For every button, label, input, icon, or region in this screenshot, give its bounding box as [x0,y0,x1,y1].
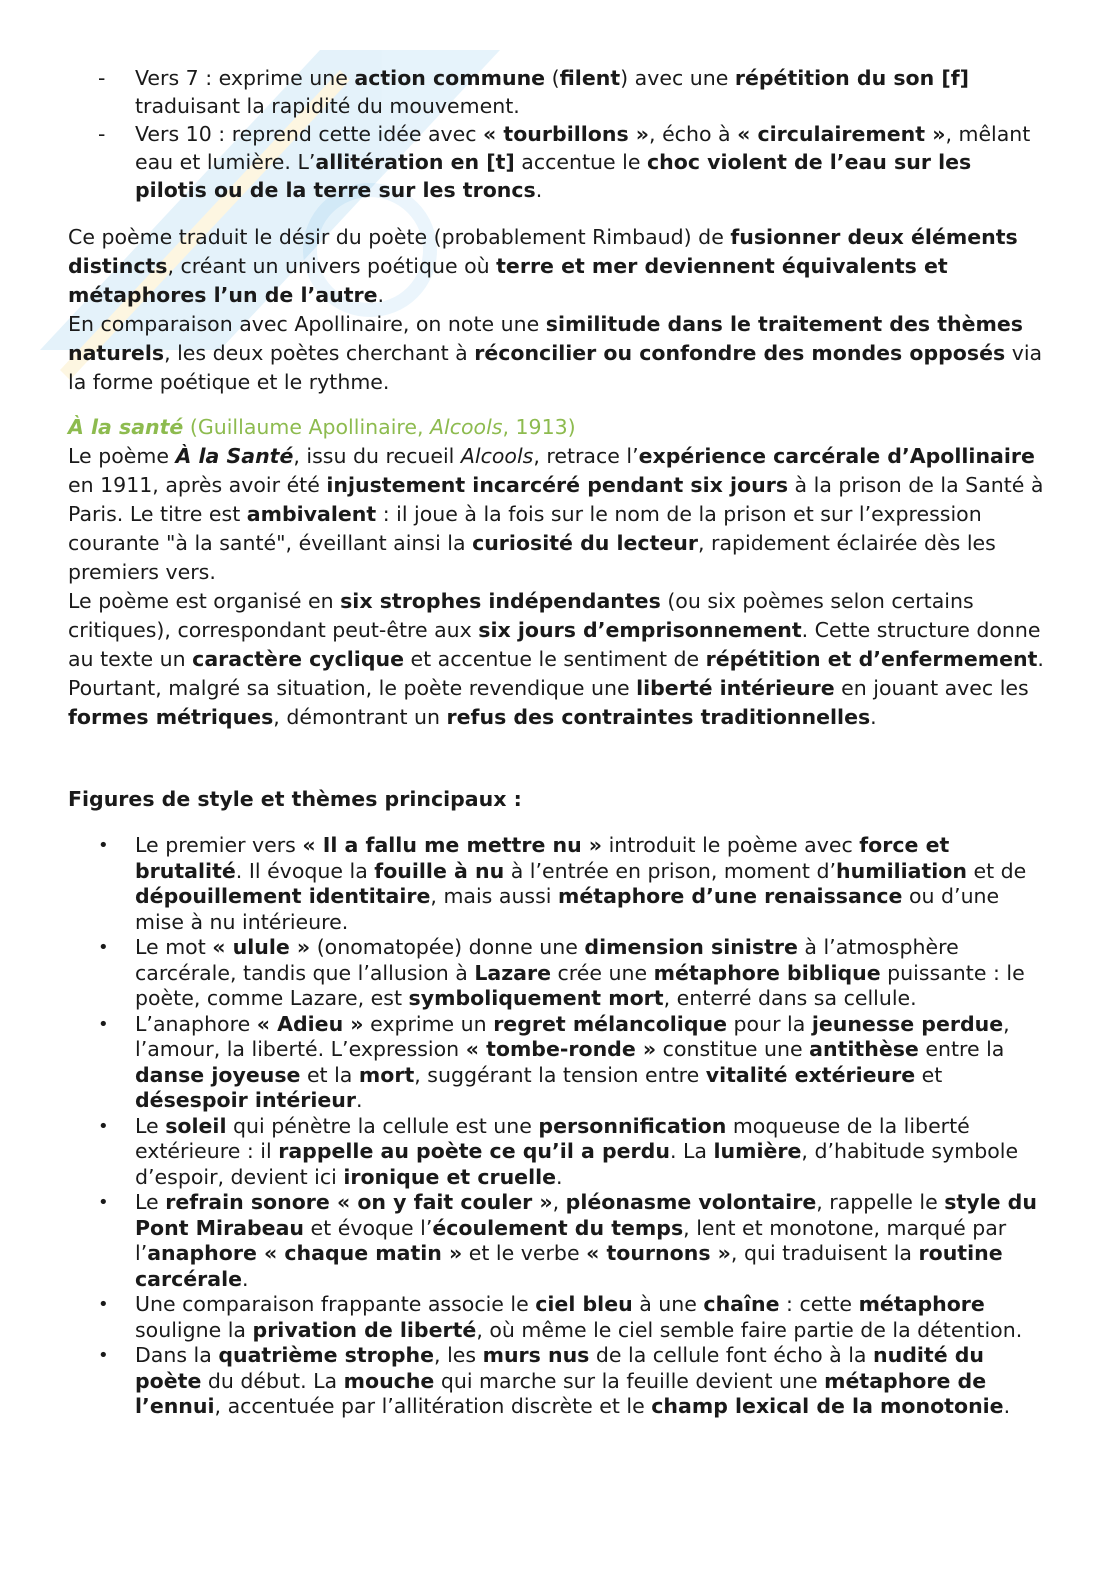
bullet-item [68,1292,1053,1343]
emphasis-text: murs nus [482,1343,590,1367]
text-run: Le mot [135,935,213,959]
text-run: Dans la [135,1343,219,1367]
emphasis-text: ambivalent [246,502,377,526]
section-paragraph [68,442,1053,587]
text-run: , démontrant un [273,705,447,729]
bullet-item [68,1343,1053,1420]
emphasis-text: « tourbillons » [483,122,650,146]
text-run: à l’entrée en prison, moment d’ [504,858,837,883]
emphasis-text: dépouillement identitaire [135,884,431,908]
emphasis-text: Lazare [474,960,552,985]
emphasis-text: danse joyeuse [135,1062,301,1087]
intro-paragraph [68,223,1053,310]
text-run: , mais aussi [430,884,559,908]
emphasis-text: antithèse [809,1037,919,1061]
text-run: : il joue à la fois sur le nom de la prison et sur l’expression courante "à la santé", éveillant ainsi la [68,502,982,555]
dash-list [68,64,1048,204]
bullet-item [68,1190,1053,1292]
emphasis-text: terre et mer deviennent équivalents et métaphores l’un de l’autre [68,254,948,307]
emphasis-text: « tombe-ronde » [465,1037,657,1061]
figures-heading: Figures de style et thèmes principaux : [68,787,522,811]
text-run: , d’habitude symbole d’espoir, devient ici [135,1139,1019,1189]
emphasis-text: répétition du son [f] [734,66,969,90]
text-run: , les deux poètes cherchant à [164,341,475,365]
emphasis-text: À la santé [68,415,184,439]
bullet-item [68,935,1053,1012]
text-run: , l’amour, la liberté. L’expression [135,1011,1010,1061]
emphasis-text: similitude dans le traitement des thèmes naturels [68,312,1023,365]
emphasis-text: style du Pont Mirabeau [135,1190,1037,1240]
text-run: . [377,283,385,307]
bullet-marker: • [98,1115,109,1137]
text-run: , créant un univers poétique où [167,254,497,278]
dash-item [68,120,1048,204]
text-run: Le [135,1190,166,1214]
text-run: ou d’une mise à nu intérieure. [135,884,1000,934]
emphasis-text: mort [358,1062,415,1087]
emphasis-text: métaphore de l’ennui [135,1368,987,1418]
emphasis-text: humiliation [836,858,967,883]
bullet-marker: • [98,1345,109,1366]
emphasis-text: pléonasme volontaire [565,1190,817,1214]
text-run: Le premier vers [135,833,303,857]
text-run: et évoque l’ [304,1215,433,1240]
text-run: qui pénètre la cellule est une [226,1113,539,1138]
emphasis-text: nudité du poète [135,1343,984,1393]
emphasis-text: soleil [165,1113,227,1138]
text-run: : cette [779,1292,859,1316]
bullet-item [68,1114,1053,1191]
text-run: , enterré dans sa cellule. [663,986,917,1010]
emphasis-text: curiosité du lecteur [472,531,698,555]
text-run: à une [632,1292,704,1316]
text-run: ) avec une [620,66,735,90]
text-run: , écho à [649,122,738,146]
text-run: puissante : le poète, comme Lazare, est [135,960,1025,1010]
emphasis-text: écoulement du temps [432,1215,684,1240]
text-run: introduit le poème avec [602,833,860,857]
text-run: En comparaison avec Apollinaire, on note une [68,312,546,336]
text-run: et la [300,1062,359,1087]
text-run: ( [545,66,560,90]
text-run: pour la [727,1011,812,1036]
text-run: , accentuée par l’allitération discrète et le [214,1394,652,1418]
text-run: entre la [918,1037,1005,1061]
text-run: , les [434,1343,483,1367]
emphasis-text: lumière [713,1139,802,1163]
text-run: qui marche sur la feuille devient une [434,1368,825,1393]
emphasis-text: fouille à nu [374,858,505,883]
text-run: . Cette structure donne au texte un [68,618,1041,671]
bullet-marker: • [98,1294,109,1315]
text-run: et accentue le sentiment de [404,647,706,671]
text-run: . Pourtant, malgré sa situation, le poète revendique une [68,647,1044,700]
emphasis-text: « tournons » [586,1241,731,1265]
dash-item [68,64,1048,120]
emphasis-text: chaîne [703,1292,780,1316]
emphasis-text: regret mélancolique [493,1011,728,1036]
intro-paragraph [68,310,1053,397]
emphasis-text: champ lexical de la monotonie [651,1394,1004,1418]
text-run: . La [669,1139,714,1163]
text-run: , 1913) [502,415,576,439]
emphasis-text: mouche [343,1368,435,1393]
text-run: Ce poème traduit le désir du poète (probablement Rimbaud) de [68,225,731,249]
emphasis-text: répétition et d’enfermement [705,647,1038,671]
text-run: moqueuse de la liberté extérieure : il [135,1113,970,1163]
text-run: souligne la [135,1317,253,1342]
emphasis-text: allitération en [t] [315,150,515,174]
emphasis-text: injustement incarcéré pendant six jours [326,473,789,497]
text-run: et [915,1062,943,1087]
text-run: . [242,1266,249,1291]
emphasis-text: symboliquement mort [408,986,664,1010]
text-run: constitue une [656,1037,810,1061]
emphasis-text: « Adieu » [256,1011,364,1036]
emphasis-text: vitalité extérieure [705,1062,916,1087]
text-run: Alcools [460,444,534,468]
text-run: et le verbe [462,1241,587,1265]
emphasis-text: métaphore biblique [653,960,881,985]
bullet-item [68,833,1053,935]
text-run: . [1003,1394,1011,1418]
text-run: en 1911, après avoir été [68,473,327,497]
section-title [68,413,1053,442]
text-run: Vers 7 : exprime une [135,66,355,90]
emphasis-text: six jours d’emprisonnement [478,618,802,642]
emphasis-text: « Il a fallu me mettre nu » [302,833,603,857]
emphasis-text: À la Santé [175,444,294,468]
text-run: de la cellule font écho à la [589,1343,873,1367]
bullet-marker: • [98,835,109,856]
text-run: à la prison de la Santé à Paris. Le titre est [68,473,1044,526]
emphasis-text: formes métriques [68,705,274,729]
emphasis-text: réconcilier ou confondre des mondes opposés [474,341,1006,365]
section-block [68,413,1053,732]
text-run: , issu du recueil [293,444,461,468]
emphasis-text: métaphore d’une renaissance [558,884,903,908]
bullet-item [68,1012,1053,1114]
emphasis-text: routine carcérale [135,1241,1003,1291]
emphasis-text: expérience carcérale d’Apollinaire [638,444,1035,468]
text-run: en jouant avec les [834,676,1029,700]
emphasis-text: liberté intérieure [636,676,835,700]
emphasis-text: désespoir intérieur [135,1088,356,1112]
text-run: exprime un [363,1011,494,1036]
emphasis-text: anaphore « chaque matin » [147,1241,463,1265]
text-run: accentue le [514,150,647,174]
bullet-marker: • [98,1013,109,1035]
text-run: , lent et monotone, marqué par l’ [135,1215,1007,1265]
text-run: L’anaphore [135,1011,257,1036]
text-run: du début. La [201,1368,344,1393]
emphasis-text: jeunesse perdue [811,1011,1004,1036]
text-run: Une comparaison frappante associe le [135,1292,536,1316]
text-run: , rapidement éclairée dès les premiers vers. [68,531,996,584]
emphasis-text: six strophes indépendantes [340,589,661,613]
emphasis-text: force et brutalité [135,833,950,883]
emphasis-text: action commune [354,66,546,90]
text-run: , retrace l’ [533,444,639,468]
text-run: . [535,178,543,202]
emphasis-text: ciel bleu [535,1292,633,1316]
text-run: Le [135,1113,166,1138]
emphasis-text: choc violent de l’eau sur les pilotis ou de la terre sur les troncs [135,150,972,202]
text-run: Le poème est organisé en [68,589,341,613]
text-run: (ou six poèmes selon certains critiques), correspondant peut-être aux [68,589,974,642]
emphasis-text: personnification [538,1113,727,1138]
section-paragraph [68,587,1053,732]
emphasis-text: caractère cyclique [192,647,404,671]
bullet-marker: • [98,937,109,958]
text-run: , suggérant la tension entre [414,1062,706,1087]
text-run: via la forme poétique et le rythme. [68,341,1043,394]
text-run: à l’atmosphère carcérale, tandis que l’allusion à [135,935,959,985]
emphasis-text: rappelle au poète ce qu’il a perdu [278,1139,670,1163]
text-run: Le poème [68,444,176,468]
text-run: , rappelle le [816,1190,945,1214]
text-run: , [552,1190,566,1214]
text-run: Vers 10 : reprend cette idée avec [135,122,484,146]
emphasis-text: quatrième strophe [218,1343,435,1367]
text-run: , mêlant eau et lumière. L’ [135,122,1031,174]
emphasis-text: refus des contraintes traditionnelles [446,705,871,729]
text-run: traduisant la rapidité du mouvement. [135,94,520,118]
text-run: (onomatopée) donne une [310,935,585,959]
emphasis-text: refrain sonore « on y fait couler » [165,1190,553,1214]
text-run: , où même le ciel semble faire partie de la détention. [476,1317,1023,1342]
text-run: . Il évoque la [235,858,375,883]
emphasis-text: privation de liberté [252,1317,477,1342]
emphasis-text: dimension sinistre [584,935,798,959]
emphasis-text: ironique et cruelle [343,1164,557,1189]
text-run: . [356,1088,363,1112]
emphasis-text: filent [559,66,621,90]
text-run: . [870,705,877,729]
text-run: et de [966,858,1027,883]
emphasis-text: « circulairement » [737,122,946,146]
text-run: Alcools [430,415,503,439]
emphasis-text: fusionner deux éléments distincts [68,225,1018,278]
emphasis-text: métaphore [858,1292,985,1316]
dash-marker: - [98,122,106,146]
text-run: crée une [551,960,654,985]
bullet-list [68,833,1053,1420]
text-run: , qui traduisent la [730,1241,919,1265]
emphasis-text: « ulule » [212,935,311,959]
text-run: (Guillaume Apollinaire, [183,415,431,439]
text-run: . [556,1164,563,1189]
dash-marker: - [98,66,106,90]
intro-block [68,223,1053,397]
bullet-marker: • [98,1192,109,1213]
